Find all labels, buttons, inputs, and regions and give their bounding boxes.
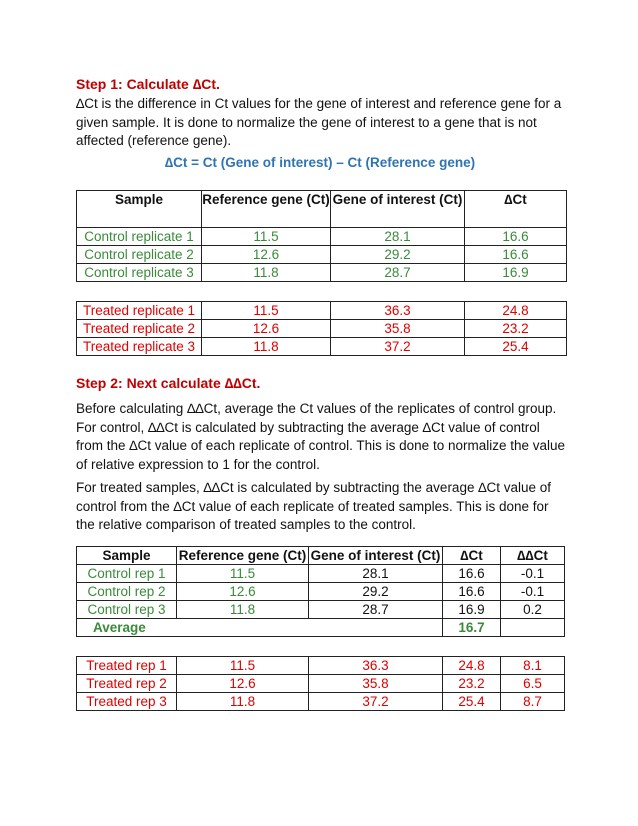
header-reference-gene: Reference gene (Ct)	[177, 547, 309, 565]
table-row	[77, 601, 565, 619]
table-row	[77, 675, 565, 693]
delta-ct-cell: 16.9	[443, 601, 501, 619]
average-delta-ct: 16.7	[443, 619, 501, 637]
interest-ct-cell: 28.1	[309, 565, 443, 583]
delta-ct-cell: 25.4	[443, 693, 501, 711]
step2-paragraph-treated: For treated samples, ∆∆Ct is calculated by subtracting the average ∆Ct value of control from the ∆Ct value of each replicate of treated samples. This is done for the relative comparison of treated samples to the control.	[76, 480, 552, 532]
header-delta-ct: ∆Ct	[443, 547, 501, 565]
reference-ct-cell: 11.8	[202, 264, 331, 282]
sample-cell: Treated rep 2	[77, 675, 177, 693]
header-sample: Sample	[77, 191, 202, 228]
delta-ct-cell: 16.6	[465, 228, 567, 246]
sample-cell: Treated rep 3	[77, 693, 177, 711]
reference-ct-cell: 11.5	[177, 657, 309, 675]
table-row	[77, 565, 565, 583]
interest-ct-cell: 28.7	[331, 264, 465, 282]
table-row	[77, 338, 567, 356]
delta-ct-cell: 16.9	[465, 264, 567, 282]
reference-ct-cell: 11.8	[202, 338, 331, 356]
table-row	[77, 583, 565, 601]
delta-ct-table-control	[76, 190, 567, 282]
step1-heading: Step 1: Calculate ∆Ct.	[76, 76, 220, 92]
reference-ct-cell: 12.6	[202, 320, 331, 338]
table-row	[77, 264, 567, 282]
delta-ct-cell: 16.6	[443, 583, 501, 601]
delta-ct-cell: 25.4	[465, 338, 567, 356]
header-gene-of-interest: Gene of interest (Ct)	[331, 191, 465, 228]
table-header-row	[77, 547, 565, 565]
delta-delta-ct-table-control	[76, 546, 565, 637]
table-row	[77, 693, 565, 711]
reference-ct-cell: 12.6	[177, 675, 309, 693]
step2-paragraph-control: Before calculating ∆∆Ct, average the Ct values of the replicates of control group. For control, ∆∆Ct is calculated by subtracting the average ∆Ct value of control from the ∆Ct value of each replicate of control. This is done to normalize the value of relative expression to 1 for the control.	[76, 401, 566, 472]
table-row	[77, 302, 567, 320]
delta-delta-ct-cell: 6.5	[501, 675, 565, 693]
header-sample: Sample	[77, 547, 177, 565]
delta-delta-ct-cell: 8.1	[501, 657, 565, 675]
step2-heading: Step 2: Next calculate ∆∆Ct.	[76, 375, 261, 391]
delta-ct-formula: ∆Ct = Ct (Gene of interest) – Ct (Reference gene)	[164, 155, 476, 170]
interest-ct-cell: 36.3	[309, 657, 443, 675]
interest-ct-cell: 36.3	[331, 302, 465, 320]
sample-cell: Treated rep 1	[77, 657, 177, 675]
delta-ct-table-treated	[76, 301, 567, 356]
interest-ct-cell: 28.1	[331, 228, 465, 246]
table-row	[77, 320, 567, 338]
delta-ct-cell: 16.6	[443, 565, 501, 583]
header-delta-delta-ct: ∆∆Ct	[501, 547, 565, 565]
sample-cell: Control replicate 2	[77, 246, 202, 264]
delta-ct-cell: 23.2	[443, 675, 501, 693]
average-row	[77, 619, 565, 637]
sample-cell: Control replicate 1	[77, 228, 202, 246]
sample-cell: Treated replicate 1	[77, 302, 202, 320]
delta-delta-ct-cell: 0.2	[501, 601, 565, 619]
reference-ct-cell: 12.6	[177, 583, 309, 601]
sample-cell: Control rep 3	[77, 601, 177, 619]
interest-ct-cell: 29.2	[331, 246, 465, 264]
interest-ct-cell: 37.2	[309, 693, 443, 711]
average-empty-cell	[501, 619, 565, 637]
interest-ct-cell: 28.7	[309, 601, 443, 619]
delta-delta-ct-table-treated	[76, 656, 565, 711]
reference-ct-cell: 12.6	[202, 246, 331, 264]
reference-ct-cell: 11.5	[202, 228, 331, 246]
delta-delta-ct-cell: 8.7	[501, 693, 565, 711]
delta-ct-cell: 24.8	[465, 302, 567, 320]
table-row	[77, 228, 567, 246]
sample-cell: Control replicate 3	[77, 264, 202, 282]
sample-cell: Treated replicate 3	[77, 338, 202, 356]
delta-delta-ct-cell: -0.1	[501, 565, 565, 583]
sample-cell: Control rep 2	[77, 583, 177, 601]
delta-ct-cell: 24.8	[443, 657, 501, 675]
reference-ct-cell: 11.8	[177, 693, 309, 711]
delta-delta-ct-cell: -0.1	[501, 583, 565, 601]
reference-ct-cell: 11.5	[202, 302, 331, 320]
interest-ct-cell: 29.2	[309, 583, 443, 601]
delta-ct-cell: 23.2	[465, 320, 567, 338]
sample-cell: Control rep 1	[77, 565, 177, 583]
table-header-row	[77, 191, 567, 228]
interest-ct-cell: 35.8	[309, 675, 443, 693]
table-row	[77, 657, 565, 675]
header-delta-ct: ∆Ct	[465, 191, 567, 228]
interest-ct-cell: 35.8	[331, 320, 465, 338]
header-reference-gene: Reference gene (Ct)	[202, 191, 331, 228]
delta-ct-cell: 16.6	[465, 246, 567, 264]
average-label: Average	[77, 619, 443, 637]
header-gene-of-interest: Gene of interest (Ct)	[309, 547, 443, 565]
reference-ct-cell: 11.8	[177, 601, 309, 619]
table-row	[77, 246, 567, 264]
sample-cell: Treated replicate 2	[77, 320, 202, 338]
interest-ct-cell: 37.2	[331, 338, 465, 356]
reference-ct-cell: 11.5	[177, 565, 309, 583]
step1-paragraph: ∆Ct is the difference in Ct values for the gene of interest and reference gene for a given sample. It is done to normalize the gene of interest to a gene that is not affected (reference gene).	[76, 96, 562, 148]
